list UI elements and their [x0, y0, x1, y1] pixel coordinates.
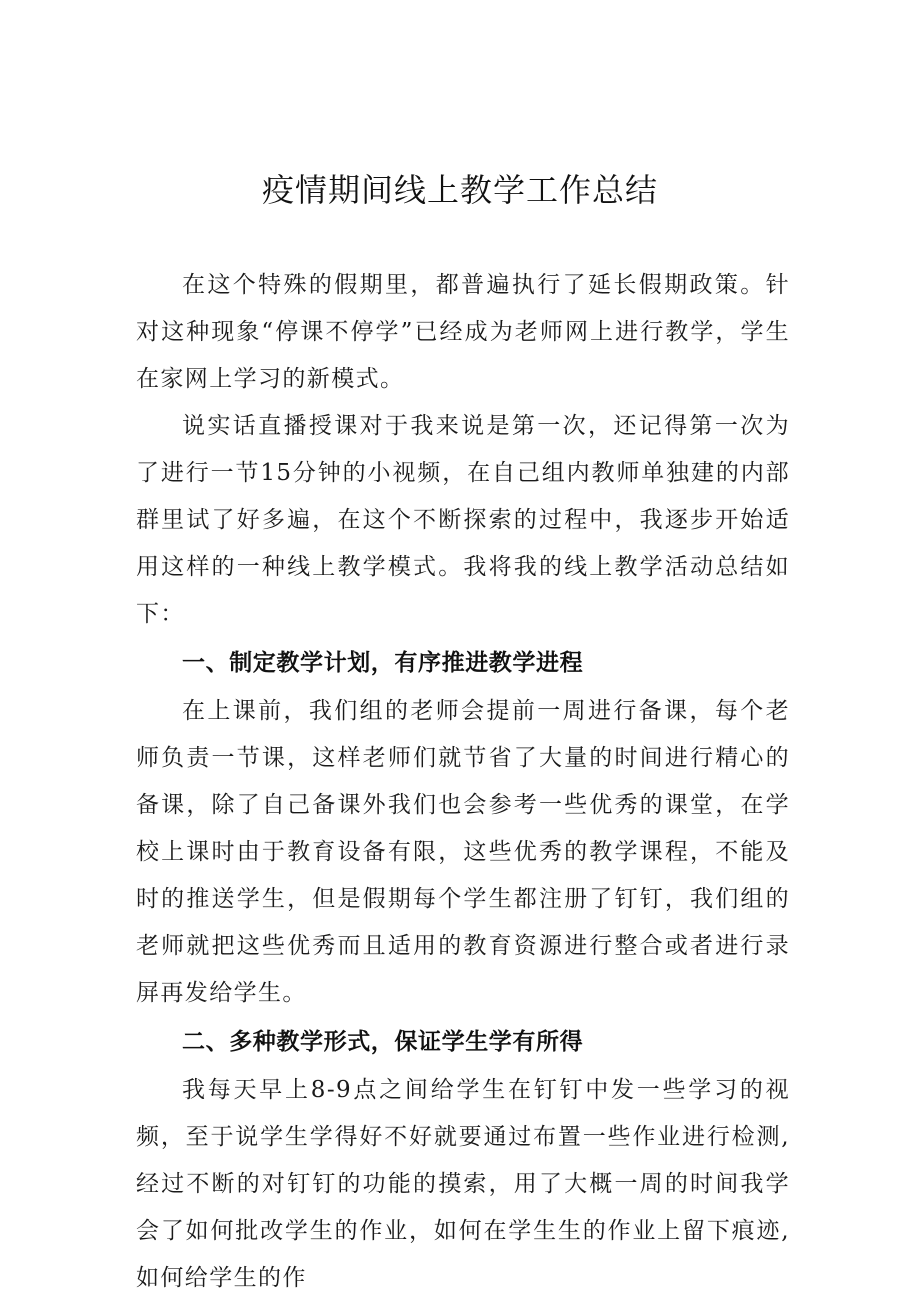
section-heading-2: 二、多种教学形式，保证学生学有所得 [182, 1029, 584, 1055]
paragraph-teaching-forms: 我每天早上8-9点之间给学生在钉钉中发一些学习的视频，至于说学生学得好不好就要通过布置一些作业进行检测,经过不断的对钉钉的功能的摸索，用了大概一周的时间我学会了如何批改学生的作业，如何在学生生的作业上留下痕迹,如何给学生的作 [136, 1077, 790, 1291]
paragraph-intro: 在这个特殊的假期里，都普遍执行了延长假期政策。针对这种现象“停课不停学”已经成为老师网上进行教学，学生在家网上学习的新模式。 [136, 272, 790, 392]
document-title: 疫情期间线上教学工作总结 [261, 171, 658, 209]
section-heading-1: 一、制定教学计划，有序推进教学进程 [182, 650, 584, 676]
paragraph-live-teaching: 说实话直播授课对于我来说是第一次，还记得第一次为了进行一节15分钟的小视频，在自己组内教师单独建的内部群里试了好多遍，在这个不断探索的过程中，我逐步开始适用这样的一种线上教学模式。我将我的线上教学活动总结如下： [136, 413, 790, 627]
paragraph-lesson-planning: 在上课前，我们组的老师会提前一周进行备课，每个老师负责一节课，这样老师们就节省了大量的时间进行精心的备课，除了自己备课外我们也会参考一些优秀的课堂，在学校上课时由于教育设备有限，这些优秀的教学课程，不能及时的推送学生，但是假期每个学生都注册了钉钉，我们组的老师就把这些优秀而且适用的教育资源进行整合或者进行录屏再发给学生。 [136, 698, 790, 1006]
document-body [136, 262, 790, 1302]
